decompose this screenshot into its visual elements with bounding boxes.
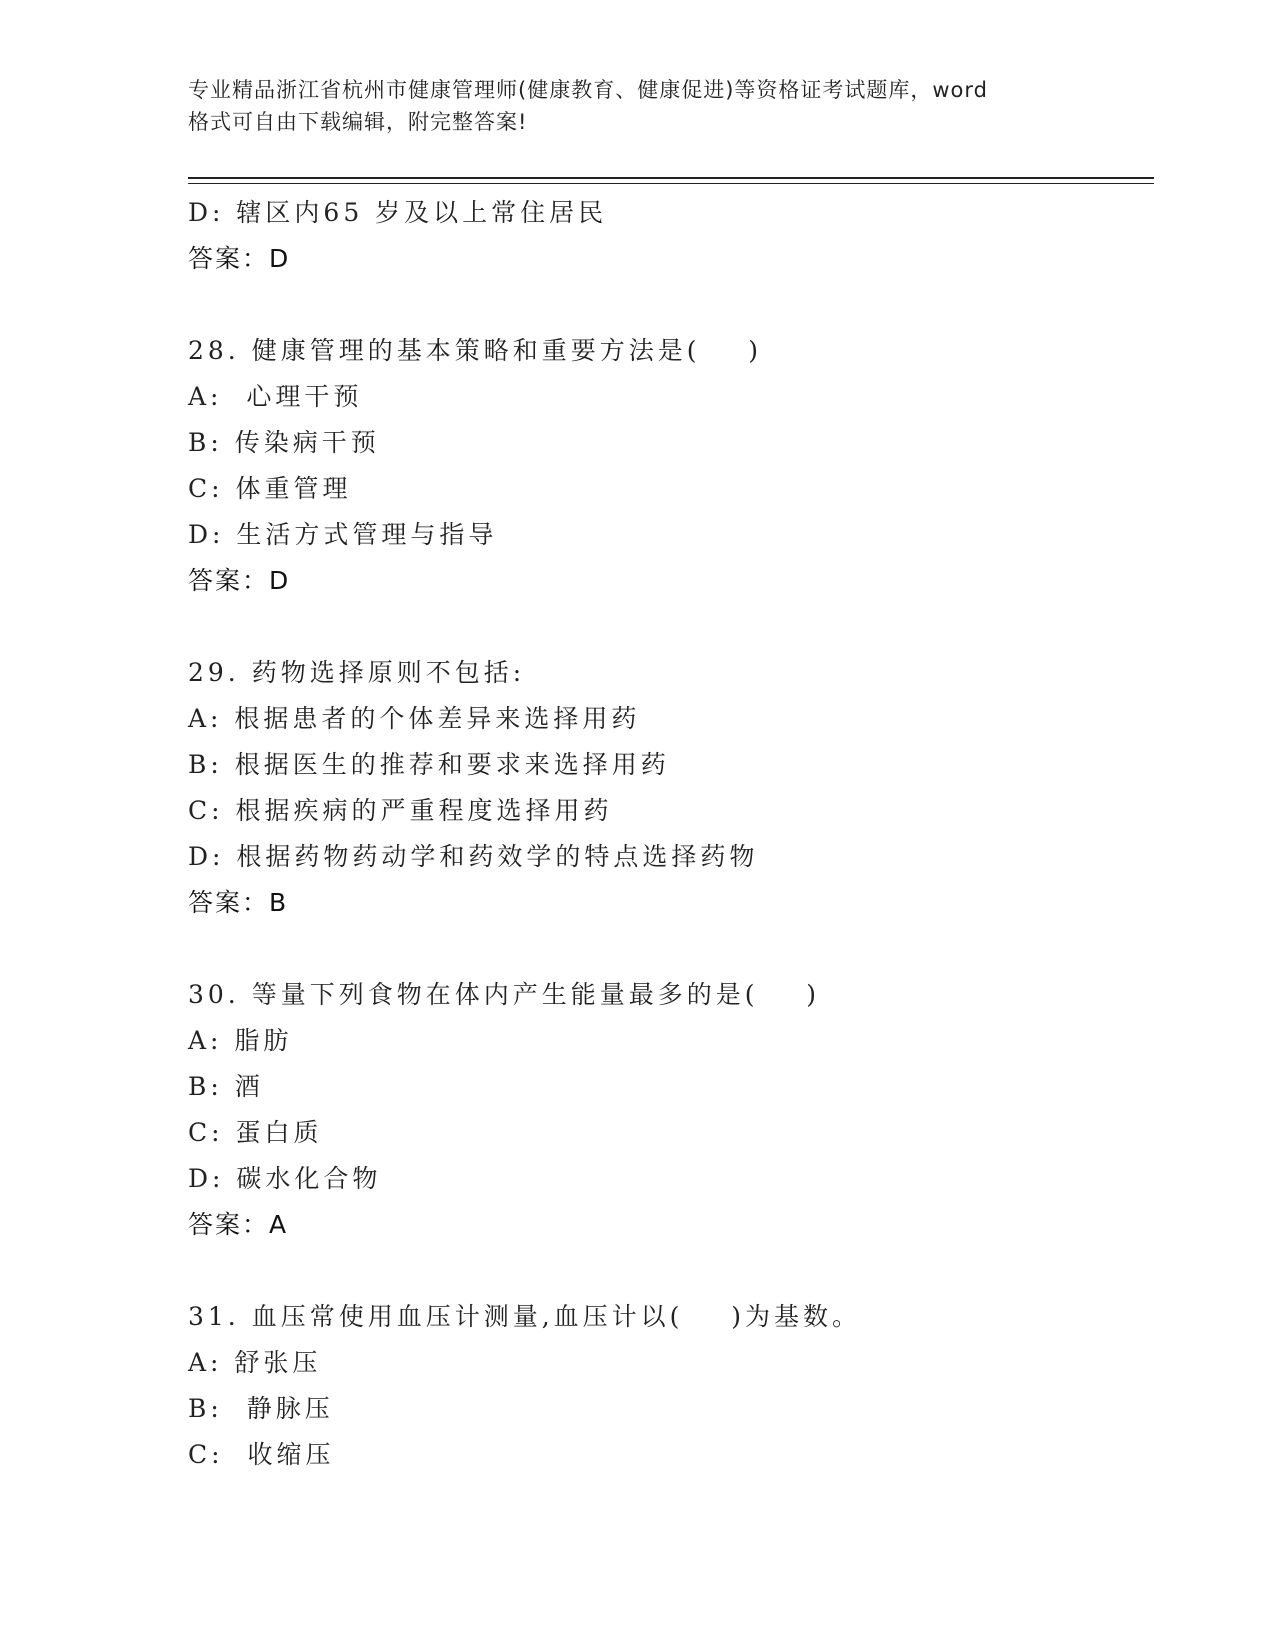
question-29 [188,650,1148,926]
option-c: C: 体重管理 [188,474,352,503]
option-b: B: 静脉压 [188,1394,334,1423]
spacer [188,926,1148,972]
question-text: 31. 血压常使用血压计测量,血压计以( )为基数。 [188,1302,861,1331]
question-text: 30. 等量下列食物在体内产生能量最多的是( ) [188,980,821,1009]
question-28 [188,328,1148,604]
spacer [188,282,1148,328]
option-b: B: 酒 [188,1072,264,1101]
spacer [188,1248,1148,1294]
option-d: D: 根据药物药动学和药效学的特点选择药物 [188,842,759,871]
answer: 答案：A [188,1210,289,1239]
answer: 答案：B [188,888,289,917]
option-a: A: 脂肪 [188,1026,293,1055]
option-a: A: 心理干预 [188,382,363,411]
question-text: 28. 健康管理的基本策略和重要方法是( ) [188,336,763,365]
option-d: D: 辖区内65 岁及以上常住居民 [188,198,608,227]
answer: 答案：D [188,244,291,273]
option-a: A: 舒张压 [188,1348,322,1377]
spacer [188,604,1148,650]
header-line-2: 格式可自由下载编辑，附完整答案! [188,110,528,134]
header-line-1: 专业精品浙江省杭州市健康管理师(健康教育、健康促进)等资格证考试题库，word [188,78,989,102]
header-divider-thin [188,183,1154,184]
header-divider-thick [188,177,1154,179]
option-a: A: 根据患者的个体差异来选择用药 [188,704,641,733]
question-27 [188,190,1148,282]
option-c: C: 收缩压 [188,1440,335,1469]
option-d: D: 生活方式管理与指导 [188,520,498,549]
option-c: C: 根据疾病的严重程度选择用药 [188,796,613,825]
option-b: B: 根据医生的推荐和要求来选择用药 [188,750,670,779]
question-31 [188,1294,1148,1478]
question-list [188,190,1148,1478]
question-text: 29. 药物选择原则不包括: [188,658,526,687]
option-d: D: 碳水化合物 [188,1164,382,1193]
option-b: B: 传染病干预 [188,428,380,457]
option-c: C: 蛋白质 [188,1118,323,1147]
question-30 [188,972,1148,1248]
answer: 答案：D [188,566,291,595]
document-header [188,74,1088,138]
